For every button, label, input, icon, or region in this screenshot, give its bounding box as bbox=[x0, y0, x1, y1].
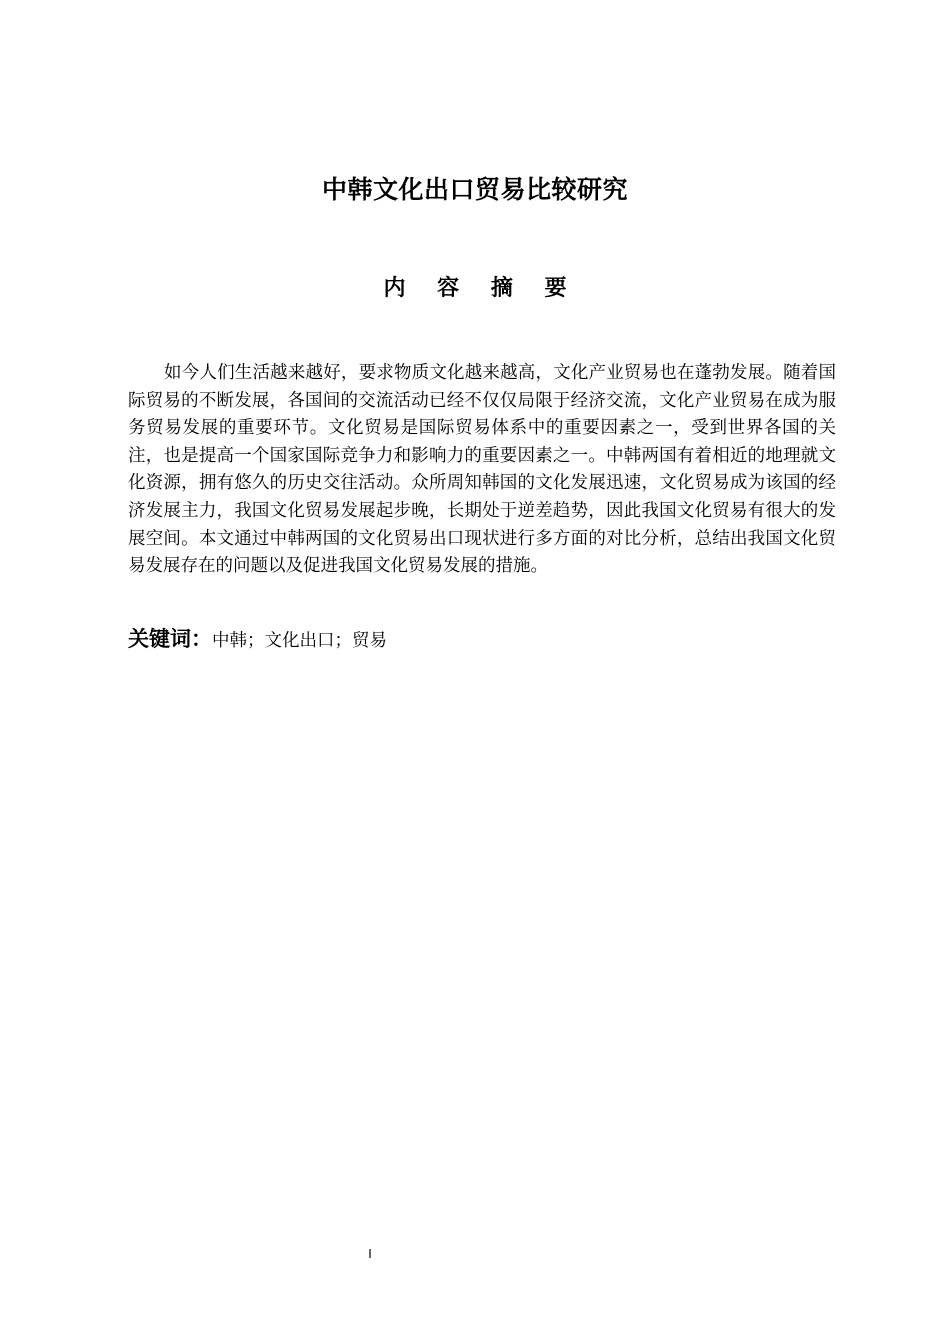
keywords-line bbox=[128, 622, 836, 658]
abstract-paragraph: 如今人们生活越来越好，要求物质文化越来越高，文化产业贸易也在蓬勃发展。随着国际贸易的不断发展，各国间的交流活动已经不仅仅局限于经济交流，文化产业贸易在成为服务贸易发展的重要环节。文化贸易是国际贸易体系中的重要因素之一，受到世界各国的关注，也是提高一个国家国际竞争力和影响力的重要因素之一。中韩两国有着相近的地理就文化资源，拥有悠久的历史交往活动。众所周知韩国的文化发展迅速，文化贸易成为该国的经济发展主力，我国文化贸易发展起步晚，长期处于逆差趋势，因此我国文化贸易有很大的发展空间。本文通过中韩两国的文化贸易出口现状进行多方面的对比分析，总结出我国文化贸易发展存在的问题以及促进我国文化贸易发展的措施。 bbox=[128, 363, 836, 577]
page-number: I bbox=[368, 1247, 372, 1261]
keywords-value: 中韩；文化出口；贸易 bbox=[212, 631, 387, 651]
keywords-label: 关键词： bbox=[128, 627, 212, 651]
abstract-heading: 内 容 摘 要 bbox=[383, 276, 579, 301]
paper-title: 中韩文化出口贸易比较研究 bbox=[321, 175, 628, 204]
